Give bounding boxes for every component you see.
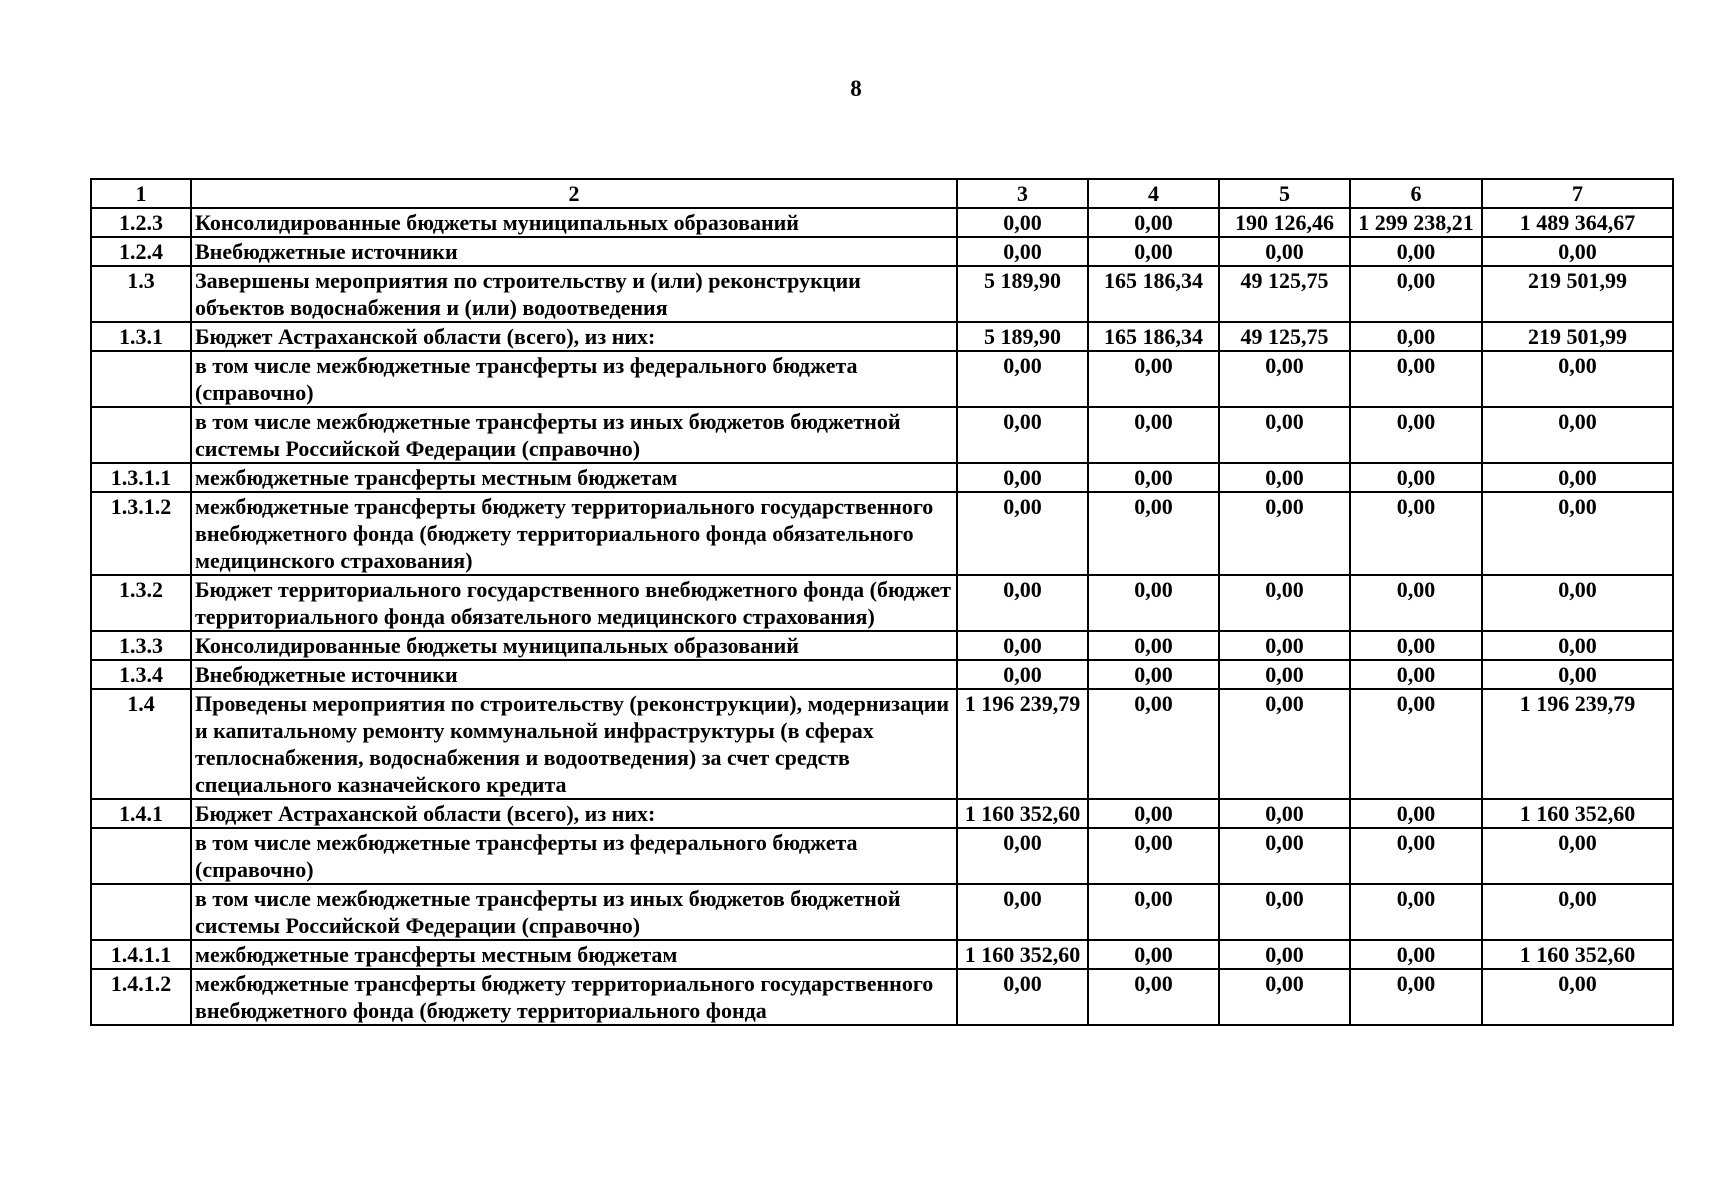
row-value: 0,00 bbox=[1088, 575, 1219, 631]
row-value: 0,00 bbox=[957, 969, 1088, 1025]
table-row bbox=[91, 940, 1673, 969]
row-value: 0,00 bbox=[1482, 828, 1673, 884]
row-description: Завершены мероприятия по строительству и (или) реконструкции объектов водоснабжения и (или) водоотведения bbox=[191, 266, 957, 322]
row-number: 1.4.1.1 bbox=[91, 940, 191, 969]
row-value: 0,00 bbox=[1219, 884, 1350, 940]
table-row bbox=[91, 884, 1673, 940]
row-value: 0,00 bbox=[1088, 969, 1219, 1025]
row-value: 0,00 bbox=[1350, 492, 1482, 575]
row-value: 0,00 bbox=[1482, 407, 1673, 463]
row-description: межбюджетные трансферты местным бюджетам bbox=[191, 463, 957, 492]
row-number bbox=[91, 828, 191, 884]
row-number: 1.2.4 bbox=[91, 237, 191, 266]
row-value: 0,00 bbox=[1088, 884, 1219, 940]
row-number bbox=[91, 351, 191, 407]
row-value: 0,00 bbox=[957, 407, 1088, 463]
row-value: 0,00 bbox=[1219, 828, 1350, 884]
table-row bbox=[91, 689, 1673, 799]
row-value: 0,00 bbox=[957, 575, 1088, 631]
table-row bbox=[91, 828, 1673, 884]
row-value: 0,00 bbox=[1482, 492, 1673, 575]
row-value: 0,00 bbox=[1482, 884, 1673, 940]
row-value: 0,00 bbox=[957, 884, 1088, 940]
row-value: 0,00 bbox=[1350, 660, 1482, 689]
row-value: 5 189,90 bbox=[957, 266, 1088, 322]
row-value: 0,00 bbox=[1088, 828, 1219, 884]
row-value: 0,00 bbox=[957, 463, 1088, 492]
row-value: 0,00 bbox=[1350, 828, 1482, 884]
row-description: в том числе межбюджетные трансферты из иных бюджетов бюджетной системы Российской Федерации (справочно) bbox=[191, 884, 957, 940]
table-row bbox=[91, 237, 1673, 266]
row-value: 1 299 238,21 bbox=[1350, 208, 1482, 237]
row-value: 0,00 bbox=[1219, 351, 1350, 407]
row-value: 219 501,99 bbox=[1482, 322, 1673, 351]
row-value: 0,00 bbox=[957, 237, 1088, 266]
row-value: 0,00 bbox=[1350, 884, 1482, 940]
row-value: 49 125,75 bbox=[1219, 322, 1350, 351]
row-value: 0,00 bbox=[957, 351, 1088, 407]
row-value: 0,00 bbox=[1088, 492, 1219, 575]
column-header: 6 bbox=[1350, 179, 1482, 208]
row-value: 0,00 bbox=[1350, 351, 1482, 407]
row-number: 1.2.3 bbox=[91, 208, 191, 237]
row-value: 165 186,34 bbox=[1088, 266, 1219, 322]
column-header: 7 bbox=[1482, 179, 1673, 208]
row-value: 0,00 bbox=[1482, 351, 1673, 407]
column-header: 2 bbox=[191, 179, 957, 208]
row-value: 0,00 bbox=[1088, 208, 1219, 237]
column-header: 5 bbox=[1219, 179, 1350, 208]
row-value: 0,00 bbox=[1482, 575, 1673, 631]
row-value: 0,00 bbox=[1088, 689, 1219, 799]
row-value: 0,00 bbox=[1219, 799, 1350, 828]
row-value: 1 160 352,60 bbox=[957, 940, 1088, 969]
row-value: 1 196 239,79 bbox=[1482, 689, 1673, 799]
row-description: в том числе межбюджетные трансферты из федерального бюджета (справочно) bbox=[191, 351, 957, 407]
row-description: Консолидированные бюджеты муниципальных образований bbox=[191, 208, 957, 237]
row-value: 0,00 bbox=[1482, 631, 1673, 660]
row-number: 1.3.3 bbox=[91, 631, 191, 660]
row-value: 5 189,90 bbox=[957, 322, 1088, 351]
row-value: 1 160 352,60 bbox=[1482, 799, 1673, 828]
row-number: 1.3.1 bbox=[91, 322, 191, 351]
row-value: 0,00 bbox=[1482, 237, 1673, 266]
row-value: 0,00 bbox=[1219, 660, 1350, 689]
table-row bbox=[91, 351, 1673, 407]
row-value: 0,00 bbox=[1350, 322, 1482, 351]
table-row bbox=[91, 492, 1673, 575]
row-number: 1.4.1 bbox=[91, 799, 191, 828]
row-value: 0,00 bbox=[1482, 969, 1673, 1025]
row-value: 0,00 bbox=[957, 492, 1088, 575]
row-value: 0,00 bbox=[1088, 660, 1219, 689]
page-number: 8 bbox=[850, 76, 862, 101]
table-row bbox=[91, 463, 1673, 492]
row-value: 1 160 352,60 bbox=[957, 799, 1088, 828]
row-value: 0,00 bbox=[1088, 463, 1219, 492]
table-row bbox=[91, 208, 1673, 237]
column-header: 4 bbox=[1088, 179, 1219, 208]
row-value: 0,00 bbox=[957, 828, 1088, 884]
row-value: 0,00 bbox=[1088, 351, 1219, 407]
row-description: Бюджет Астраханской области (всего), из них: bbox=[191, 322, 957, 351]
table-row bbox=[91, 575, 1673, 631]
row-value: 0,00 bbox=[957, 631, 1088, 660]
row-description: Консолидированные бюджеты муниципальных образований bbox=[191, 631, 957, 660]
row-value: 0,00 bbox=[1482, 660, 1673, 689]
table-row bbox=[91, 407, 1673, 463]
row-description: Внебюджетные источники bbox=[191, 660, 957, 689]
row-value: 190 126,46 bbox=[1219, 208, 1350, 237]
row-value: 0,00 bbox=[1088, 799, 1219, 828]
row-number: 1.4.1.2 bbox=[91, 969, 191, 1025]
row-number: 1.3.2 bbox=[91, 575, 191, 631]
row-value: 0,00 bbox=[1350, 799, 1482, 828]
row-value: 0,00 bbox=[1350, 575, 1482, 631]
row-number: 1.3.1.2 bbox=[91, 492, 191, 575]
row-value: 0,00 bbox=[1350, 407, 1482, 463]
table-row bbox=[91, 631, 1673, 660]
row-value: 1 489 364,67 bbox=[1482, 208, 1673, 237]
row-description: Бюджет территориального государственного внебюджетного фонда (бюджет территориального фонда обязательного медицинского страхования) bbox=[191, 575, 957, 631]
row-value: 0,00 bbox=[1350, 237, 1482, 266]
row-number: 1.4 bbox=[91, 689, 191, 799]
row-value: 0,00 bbox=[957, 660, 1088, 689]
table-header-row bbox=[91, 179, 1673, 208]
table-row bbox=[91, 266, 1673, 322]
column-header: 1 bbox=[91, 179, 191, 208]
row-description: межбюджетные трансферты местным бюджетам bbox=[191, 940, 957, 969]
row-description: межбюджетные трансферты бюджету территориального государственного внебюджетного фонда (бюджету территориального фонда bbox=[191, 969, 957, 1025]
row-value: 0,00 bbox=[1219, 689, 1350, 799]
row-value: 0,00 bbox=[1350, 689, 1482, 799]
table-row bbox=[91, 799, 1673, 828]
row-value: 0,00 bbox=[1219, 969, 1350, 1025]
row-value: 0,00 bbox=[1088, 631, 1219, 660]
row-number bbox=[91, 884, 191, 940]
row-value: 0,00 bbox=[1350, 266, 1482, 322]
row-value: 219 501,99 bbox=[1482, 266, 1673, 322]
budget-table-body bbox=[91, 179, 1673, 1025]
row-value: 0,00 bbox=[1350, 940, 1482, 969]
row-description: в том числе межбюджетные трансферты из иных бюджетов бюджетной системы Российской Федерации (справочно) bbox=[191, 407, 957, 463]
row-description: в том числе межбюджетные трансферты из федерального бюджета (справочно) bbox=[191, 828, 957, 884]
row-number: 1.3.4 bbox=[91, 660, 191, 689]
row-value: 0,00 bbox=[1088, 407, 1219, 463]
row-value: 0,00 bbox=[957, 208, 1088, 237]
row-value: 0,00 bbox=[1350, 631, 1482, 660]
row-number: 1.3.1.1 bbox=[91, 463, 191, 492]
budget-table bbox=[90, 178, 1674, 1026]
row-value: 0,00 bbox=[1219, 407, 1350, 463]
row-value: 0,00 bbox=[1350, 463, 1482, 492]
row-value: 0,00 bbox=[1219, 575, 1350, 631]
row-value: 0,00 bbox=[1350, 969, 1482, 1025]
row-value: 0,00 bbox=[1219, 463, 1350, 492]
table-row bbox=[91, 969, 1673, 1025]
row-value: 1 160 352,60 bbox=[1482, 940, 1673, 969]
row-description: межбюджетные трансферты бюджету территориального государственного внебюджетного фонда (бюджету территориального фонда обязательного медицинского страхования) bbox=[191, 492, 957, 575]
row-description: Бюджет Астраханской области (всего), из них: bbox=[191, 799, 957, 828]
row-number bbox=[91, 407, 191, 463]
row-value: 0,00 bbox=[1219, 940, 1350, 969]
column-header: 3 bbox=[957, 179, 1088, 208]
row-value: 1 196 239,79 bbox=[957, 689, 1088, 799]
row-value: 165 186,34 bbox=[1088, 322, 1219, 351]
row-value: 0,00 bbox=[1219, 631, 1350, 660]
row-description: Внебюджетные источники bbox=[191, 237, 957, 266]
row-value: 0,00 bbox=[1219, 237, 1350, 266]
row-description: Проведены мероприятия по строительству (реконструкции), модернизации и капитальному ремонту коммунальной инфраструктуры (в сферах теплоснабжения, водоснабжения и водоотведения) за счет средств специального казначейского кредита bbox=[191, 689, 957, 799]
row-number: 1.3 bbox=[91, 266, 191, 322]
table-row bbox=[91, 322, 1673, 351]
row-value: 49 125,75 bbox=[1219, 266, 1350, 322]
row-value: 0,00 bbox=[1088, 940, 1219, 969]
table-row bbox=[91, 660, 1673, 689]
row-value: 0,00 bbox=[1088, 237, 1219, 266]
row-value: 0,00 bbox=[1482, 463, 1673, 492]
row-value: 0,00 bbox=[1219, 492, 1350, 575]
